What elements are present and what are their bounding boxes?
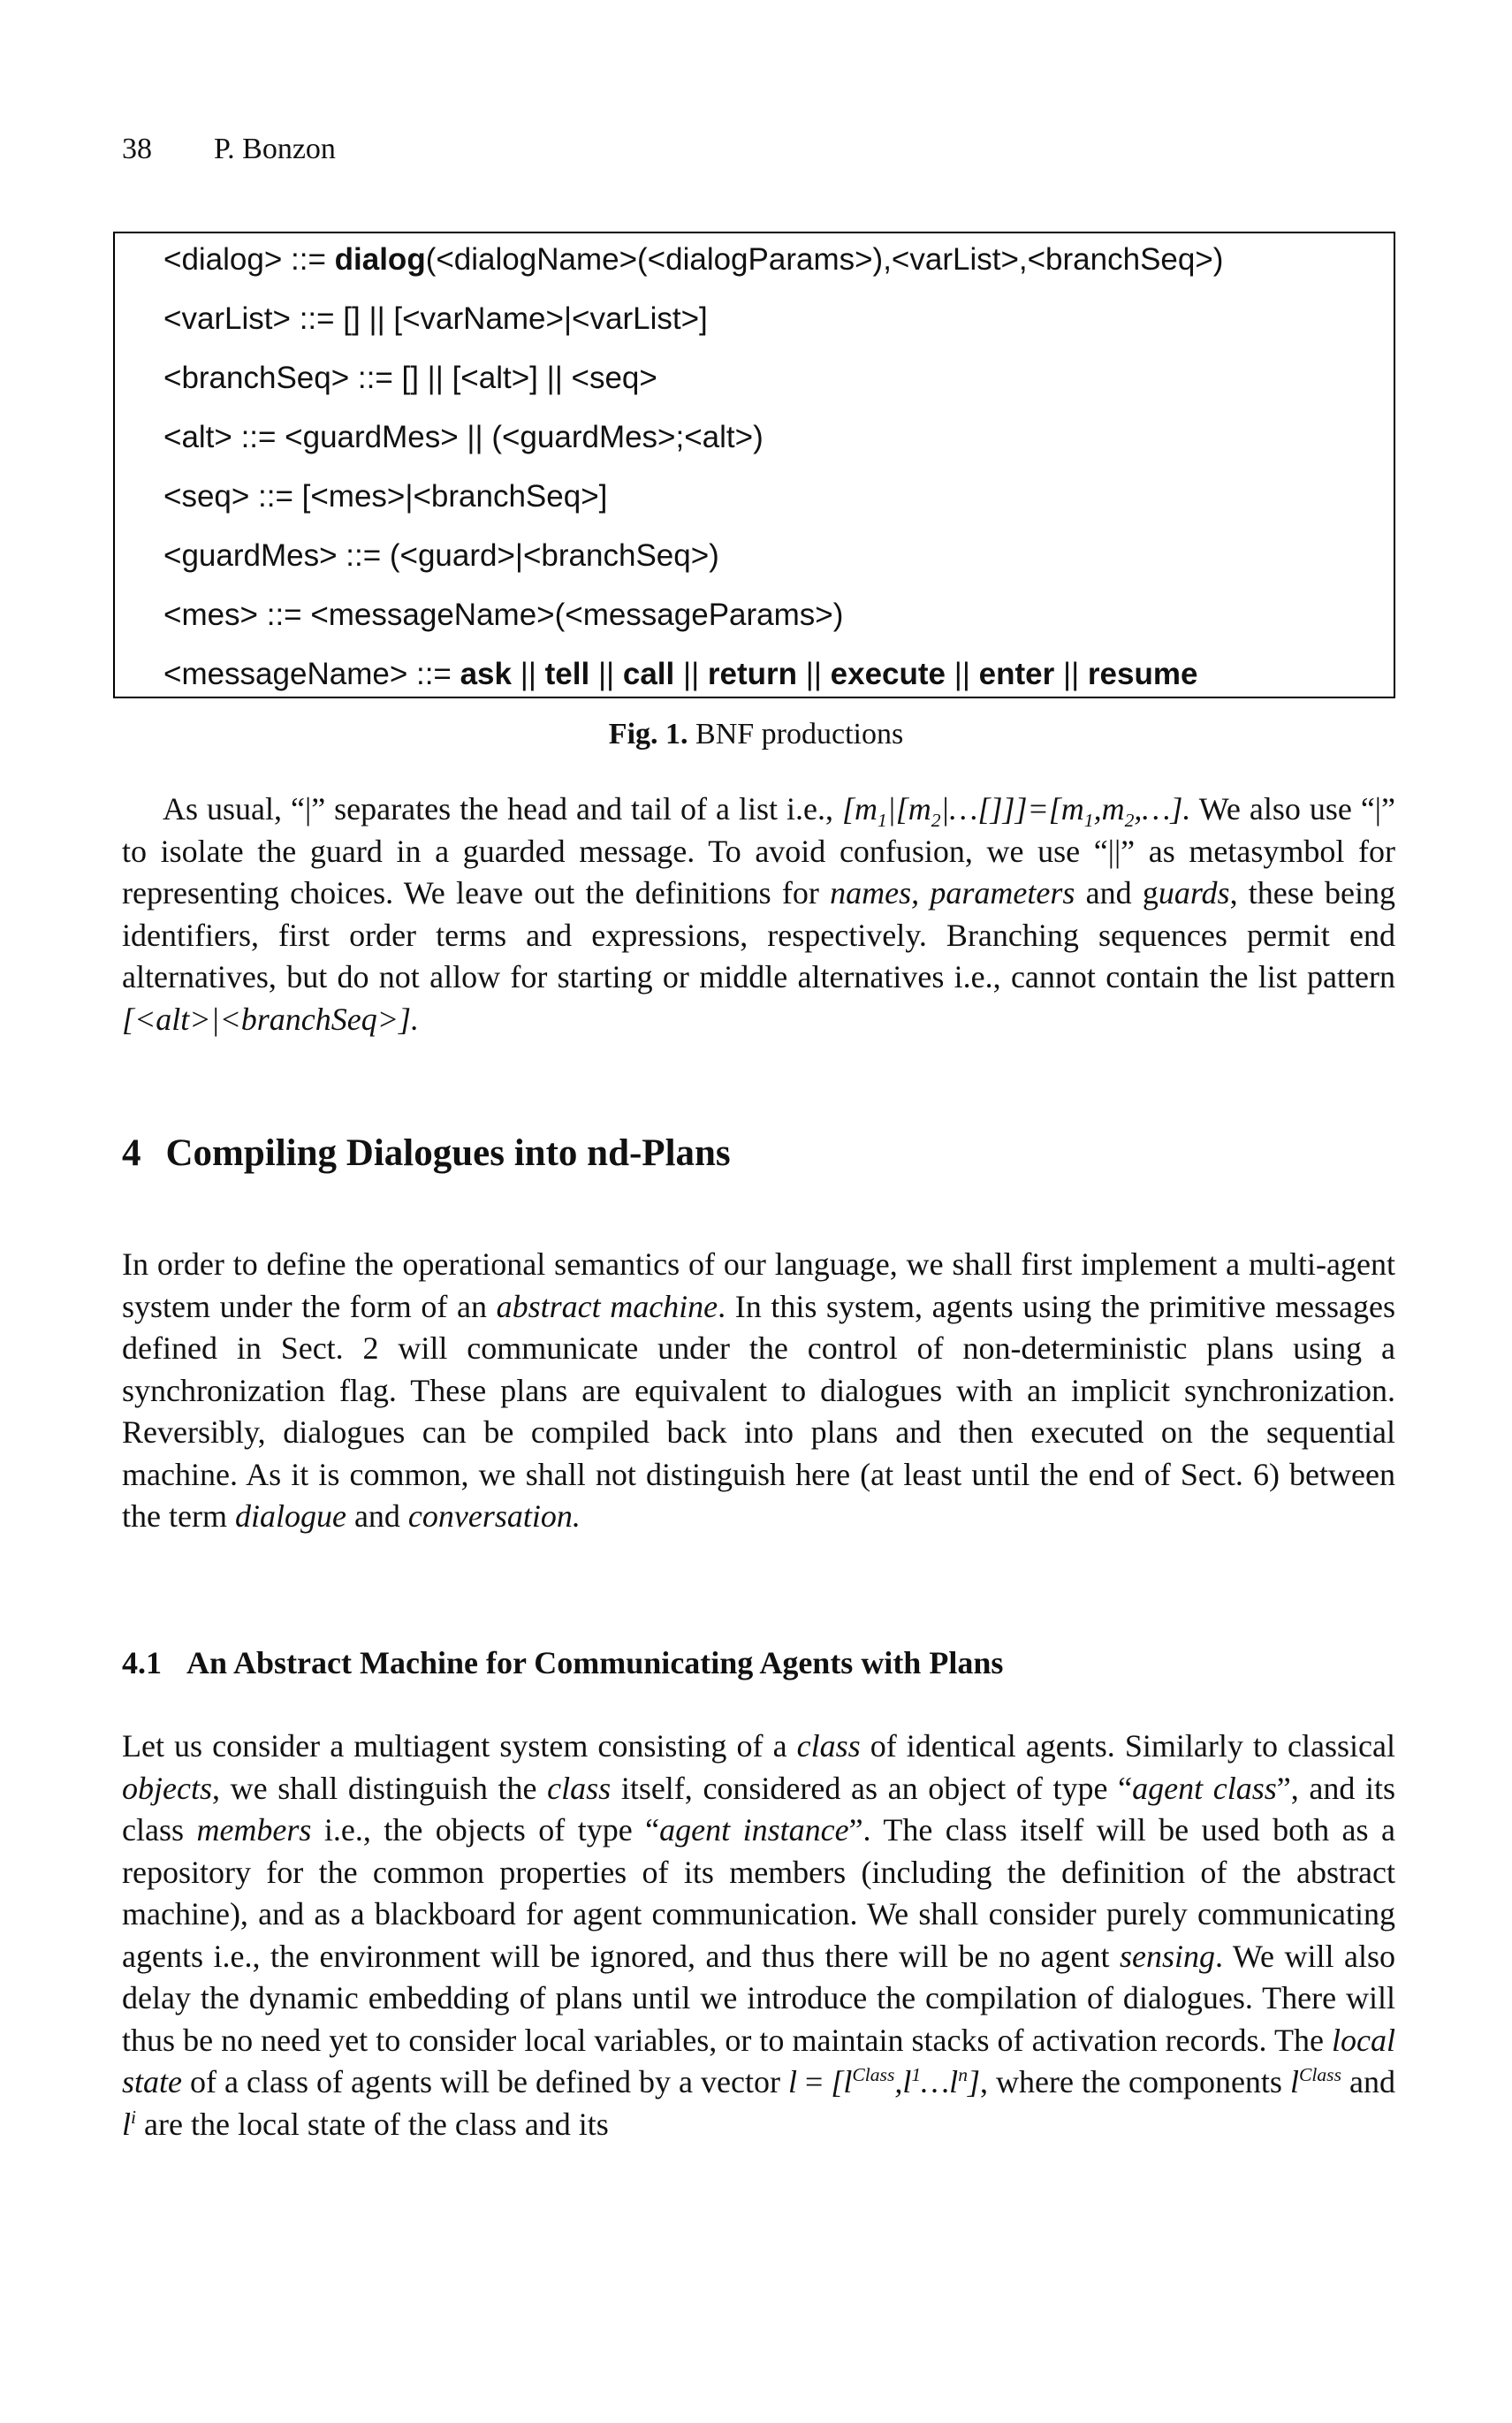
bnf-messagename-rule: [163, 657, 1197, 692]
section-number: 4: [122, 1132, 141, 1174]
bnf-separator: ||: [1054, 657, 1088, 691]
bnf-varlist-rule: <varList> ::= [] || [<varName>|<varList>]: [163, 301, 708, 336]
paragraph-abstract-machine: In order to define the operational semantics of our language, we shall first implement a multi-agent system under the form of an abstract machine. In this system, agents using the primitive messages defined in Sect. 2 will communicate under the control of non-deterministic plans using a synchronization flag. These plans are equivalent to dialogues with an implicit synchronization. Reversibly, dialogues can be compiled back into plans and then executed on the sequential machine. As it is common, we shall not distinguish here (at least until the end of Sect. 6) between the term dialogue and conversation.: [122, 1246, 1395, 1534]
caption-text: BNF productions: [688, 718, 904, 751]
bnf-keyword: enter: [978, 657, 1055, 691]
bnf-separator: ||: [512, 657, 545, 691]
bnf-mes-rule: <mes> ::= <messageName>(<messageParams>): [163, 598, 844, 632]
bnf-branchseq-rule: <branchSeq> ::= [] || [<alt>] || <seq>: [163, 361, 657, 395]
bnf-separator: ||: [674, 657, 708, 691]
paragraph-list-notation: As usual, “|” separates the head and tail of a list i.e., $[m_1|[m_2|\dots[]]]=[m_1,m_2,\dots]$. We also use “|” to isolate the guard in a guarded message. To avoid confusion, we use “||” as metasymbol for representing choices. We leave out the definitions for names, parameters and guards, these being identifiers, first order terms and expressions, respectively. Branching sequences permit end alternatives, but do not allow for starting or middle alternatives i.e., cannot contain the list pattern [<alt>|<branchSeq>].: [122, 791, 1396, 1037]
author-name: P. Bonzon: [214, 133, 336, 165]
bnf-keyword: return: [707, 657, 798, 691]
bnf-separator: ||: [589, 657, 623, 691]
bnf-keyword: call: [622, 657, 675, 691]
figure-caption: [0, 718, 1512, 751]
bnf-keyword: resume: [1087, 657, 1198, 691]
bnf-keyword: dialog: [334, 242, 426, 277]
bnf-alt-rule: <alt> ::= <guardMes> || (<guardMes>;<alt>): [163, 420, 764, 454]
bnf-keyword: ask: [460, 657, 512, 691]
bnf-keyword: execute: [830, 657, 946, 691]
bnf-productions-box: [113, 232, 1395, 698]
bnf-seq-rule: <seq> ::= [<mes>|<branchSeq>]: [163, 479, 608, 514]
bnf-separator: ||: [797, 657, 831, 691]
bnf-separator: ||: [946, 657, 979, 691]
section-title: Compiling Dialogues into nd-Plans: [165, 1132, 731, 1174]
page-number: 38: [122, 133, 152, 165]
bnf-text: <dialog> ::=: [163, 242, 335, 277]
subsection-number: 4.1: [122, 1645, 162, 1680]
subsection-heading: [122, 1644, 1003, 1681]
section-heading: [122, 1131, 731, 1175]
bnf-dialog-rule: [163, 242, 1223, 278]
bnf-guardmes-rule: <guardMes> ::= (<guard>|<branchSeq>): [163, 538, 719, 573]
bnf-text: (<dialogName>(<dialogParams>),<varList>,<branchSeq>): [425, 242, 1224, 277]
paragraph-agent-class: Let us consider a multiagent system consisting of a class of identical agents. Similarly to classical objects, we shall distinguish the class itself, considered as an object of type “agent class”, and its class members i.e., the objects of type “agent instance”. The class itself will be used both as a repository for the common properties of its members (including the definition of the abstract machine), and as a blackboard for agent communication. We shall consider purely communicating agents i.e., the environment will be ignored, and thus there will be no agent sensing. We will also delay the dynamic embedding of plans until we introduce the compilation of dialogues. There will thus be no need yet to consider local variables, or to maintain stacks of activation records. The local state of a class of agents will be defined by a vector $l = [l^{Class},l^1\dots l^n]$, where the components $l^{Class}$ and $l^i$ are the local state of the class and its: [122, 1728, 1395, 2142]
bnf-text: <messageName> ::=: [163, 657, 460, 691]
running-head: [122, 133, 336, 166]
subsection-title: An Abstract Machine for Communicating Agents with Plans: [186, 1645, 1004, 1680]
bnf-keyword: tell: [544, 657, 590, 691]
caption-label: Fig. 1.: [608, 718, 688, 751]
